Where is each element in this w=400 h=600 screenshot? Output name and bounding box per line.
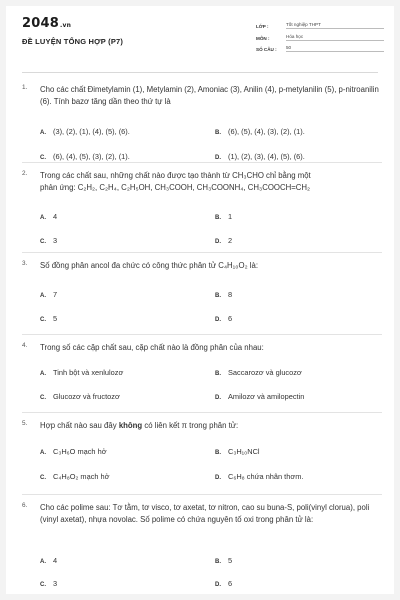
option-text: Saccarozơ và glucozơ	[228, 368, 302, 377]
option-letter: B.	[215, 130, 221, 136]
option-d[interactable]	[215, 472, 303, 481]
option-text: 6	[228, 314, 233, 323]
question-text: Cho các polime sau: Tơ tằm, tơ visco, tơ axetat, tơ nitron, cao su buna-S, poli(vinyl clorua), poli (vinyl axetat), nhựa novolac. Số polime có chứa nguyên tố oxi trong phân tử là:	[40, 503, 370, 525]
option-text: Glucozơ và fructozơ	[53, 392, 120, 401]
option-text: (3), (2), (1), (4), (5), (6).	[53, 127, 130, 136]
option-letter: C.	[40, 582, 46, 588]
option-text: 5	[228, 556, 233, 565]
option-letter: C.	[40, 155, 46, 161]
option-b[interactable]	[215, 290, 232, 299]
question-number: 3.	[22, 260, 28, 267]
question-number: 1.	[22, 84, 28, 91]
meta-subject-row	[256, 30, 384, 41]
option-letter: B.	[215, 450, 221, 456]
meta-label: LỚP :	[256, 24, 269, 29]
option-c[interactable]	[40, 472, 110, 481]
option-text: (6), (4), (5), (3), (2), (1).	[53, 152, 130, 161]
option-letter: A.	[40, 559, 46, 565]
option-a[interactable]	[40, 127, 130, 136]
option-b[interactable]	[215, 447, 260, 456]
option-b[interactable]	[215, 212, 232, 221]
site-logo[interactable]	[22, 16, 71, 31]
option-text: C₃H₁₀NCl	[228, 447, 260, 456]
option-letter: A.	[40, 371, 46, 377]
option-c[interactable]	[40, 236, 57, 245]
question-keyword: không	[118, 421, 143, 430]
option-letter: D.	[215, 239, 221, 245]
option-d[interactable]	[215, 236, 232, 245]
option-text: 2	[228, 236, 233, 245]
option-c[interactable]	[40, 152, 130, 161]
option-text: 4	[53, 212, 58, 221]
option-text: 1	[228, 212, 233, 221]
option-text: 6	[228, 579, 233, 588]
question-text	[40, 420, 382, 432]
logo-suffix: .vn	[59, 22, 72, 29]
option-letter: B.	[215, 293, 221, 299]
exam-page	[6, 6, 394, 594]
option-letter: B.	[215, 371, 221, 377]
question-divider	[22, 412, 382, 413]
question-divider	[22, 494, 382, 495]
option-letter: A.	[40, 130, 46, 136]
option-a[interactable]	[40, 368, 123, 377]
logo-text: 2048	[22, 16, 59, 31]
option-letter: A.	[40, 215, 46, 221]
option-d[interactable]	[215, 579, 232, 588]
option-text: 3	[53, 579, 58, 588]
question-text-part: có liên kết π trong phân tử:	[142, 421, 239, 430]
option-letter: A.	[40, 293, 46, 299]
option-c[interactable]	[40, 579, 57, 588]
option-letter: B.	[215, 215, 221, 221]
meta-value: Hóa học	[286, 34, 384, 41]
question-number: 2.	[22, 170, 28, 177]
option-letter: C.	[40, 395, 46, 401]
meta-grade-row	[256, 18, 384, 29]
question-divider	[22, 252, 382, 253]
question-number: 4.	[22, 342, 28, 349]
option-text: 3	[53, 236, 58, 245]
question-divider	[22, 334, 382, 335]
option-text: C₆H₈ chứa nhân thơm.	[228, 472, 304, 481]
exam-header	[6, 6, 394, 78]
exam-meta	[256, 18, 384, 53]
question-text-line: phản ứng: C₂H₂, C₂H₄, C₂H₅OH, CH₃COOH, CH₃COONH₄, CH₃COOCH=CH₂	[40, 183, 311, 193]
question-text: Trong số các cặp chất sau, cặp chất nào là đồng phân của nhau:	[40, 343, 264, 352]
option-letter: D.	[215, 317, 221, 323]
question-text	[40, 170, 382, 194]
option-a[interactable]	[40, 212, 57, 221]
meta-value: 50	[286, 45, 384, 52]
option-text: 7	[53, 290, 58, 299]
question-number: 6.	[22, 502, 28, 509]
option-letter: D.	[215, 155, 221, 161]
question-text: Số đồng phân ancol đa chức có công thức phân tử C₄H₁₀O₂ là:	[40, 261, 259, 270]
option-a[interactable]	[40, 447, 107, 456]
option-d[interactable]	[215, 152, 305, 161]
option-b[interactable]	[215, 368, 302, 377]
option-d[interactable]	[215, 314, 232, 323]
option-d[interactable]	[215, 392, 304, 401]
option-c[interactable]	[40, 392, 120, 401]
option-a[interactable]	[40, 556, 57, 565]
option-letter: C.	[40, 317, 46, 323]
option-text: C₄H₈O₂ mạch hở	[53, 472, 110, 481]
option-letter: B.	[215, 559, 221, 565]
header-divider	[22, 72, 378, 73]
option-text: Tinh bột và xenlulozơ	[53, 368, 124, 377]
option-text: 5	[53, 314, 58, 323]
meta-label: MÔN :	[256, 35, 270, 41]
question-text-part: Hợp chất nào sau đây	[40, 421, 119, 430]
option-text: 4	[53, 556, 58, 565]
option-text: C₃H₆O mạch hở	[53, 447, 107, 456]
meta-value: Tốt nghiệp THPT	[286, 22, 384, 29]
option-text: (1), (2), (3), (4), (5), (6).	[228, 152, 305, 161]
option-letter: A.	[40, 450, 46, 456]
option-letter: C.	[40, 475, 46, 481]
question-text: Cho các chất Đimetylamin (1), Metylamin (2), Amoniac (3), Anilin (4), p-metylanilin (5), p-nitroanilin (6). Tính bazơ tăng dần theo thứ tự là	[40, 85, 379, 107]
question-text-line: Trong các chất sau, những chất nào được tạo thành từ CH₃CHO chỉ bằng một	[40, 171, 311, 180]
option-b[interactable]	[215, 556, 232, 565]
option-text: (6), (5), (4), (3), (2), (1).	[228, 127, 305, 136]
question-divider	[22, 162, 382, 163]
exam-title: ĐỀ LUYỆN TỔNG HỢP (P7)	[22, 37, 124, 46]
option-text: Amilozơ và amilopectin	[228, 392, 305, 401]
option-letter: D.	[215, 395, 221, 401]
option-b[interactable]	[215, 127, 305, 136]
meta-count-row	[256, 41, 384, 52]
meta-label: SỐ CÂU :	[256, 47, 277, 52]
option-letter: D.	[215, 582, 221, 588]
question-number: 5.	[22, 420, 28, 427]
option-letter: D.	[215, 475, 221, 481]
option-text: 8	[228, 290, 233, 299]
option-c[interactable]	[40, 314, 57, 323]
option-letter: C.	[40, 239, 46, 245]
option-a[interactable]	[40, 290, 57, 299]
